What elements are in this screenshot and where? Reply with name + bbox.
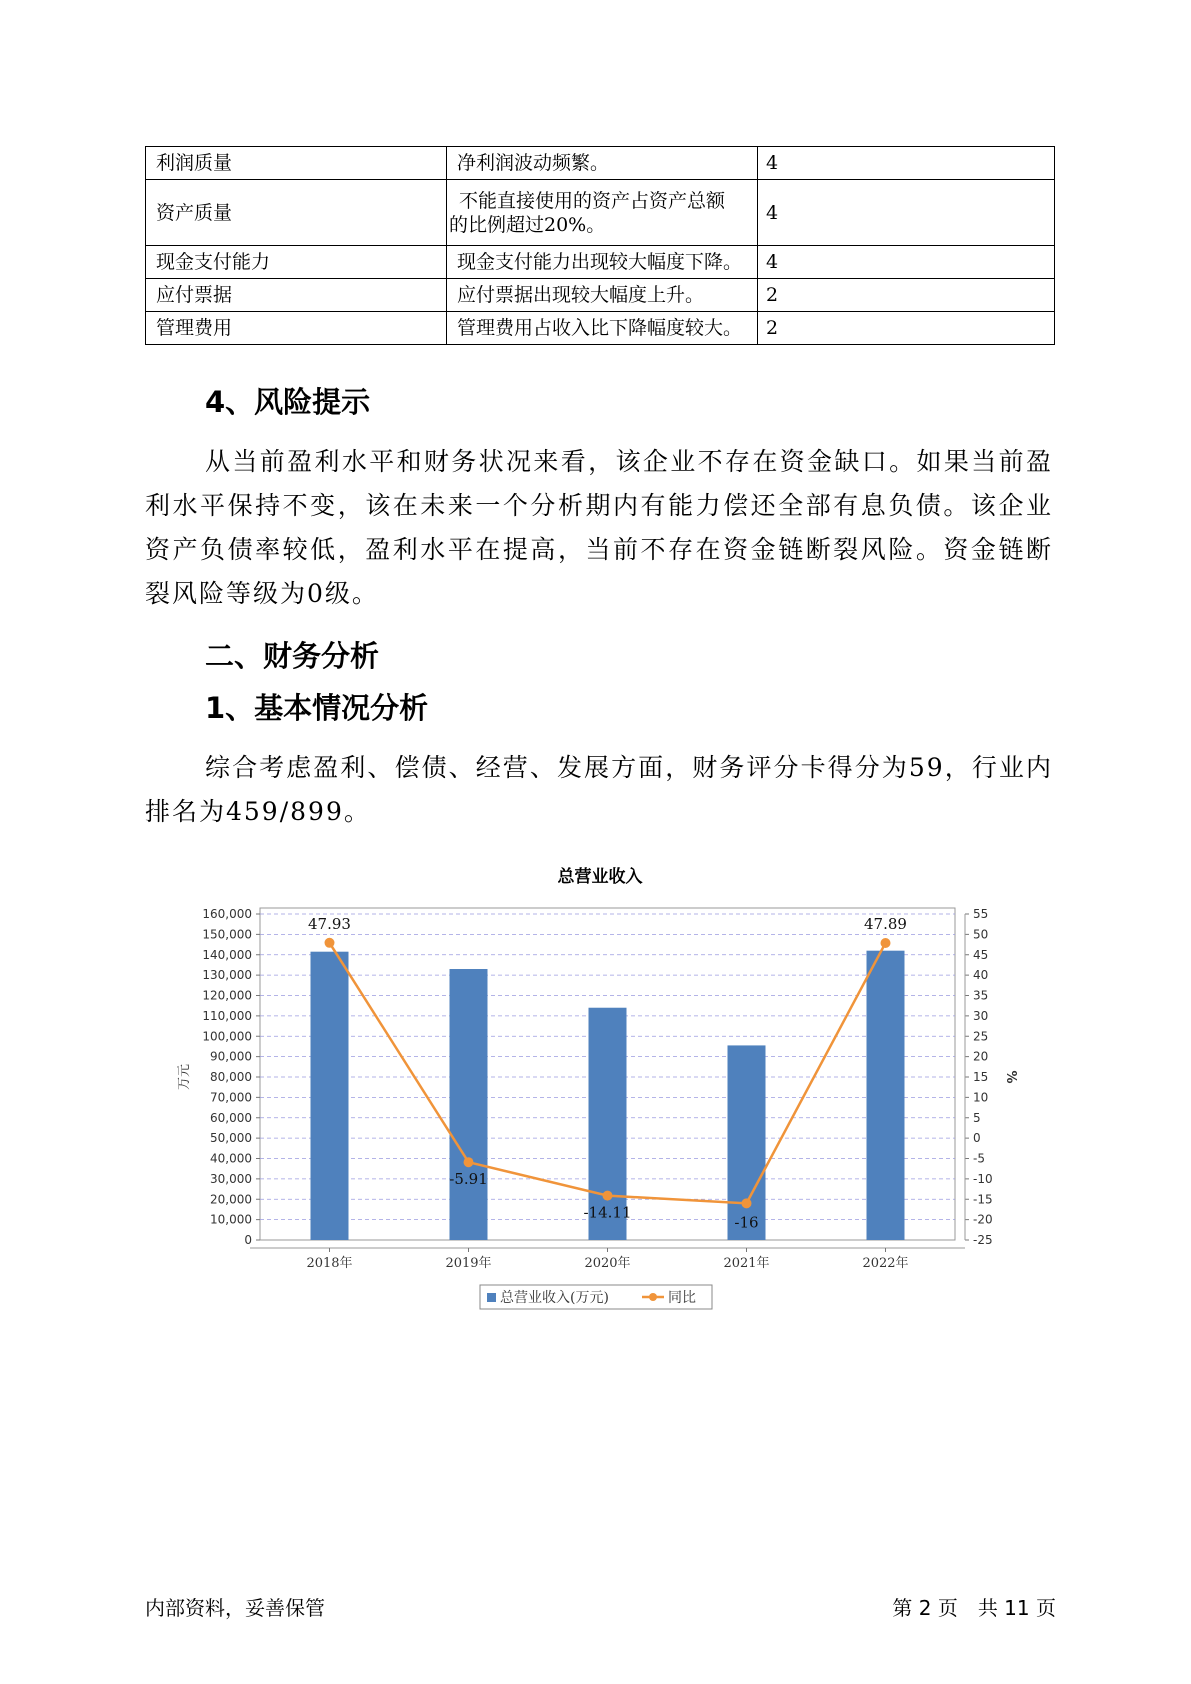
- y2-tick-label: 50: [973, 927, 989, 942]
- y-tick-label: 160,000: [202, 907, 252, 921]
- y-axis-label: 万元: [177, 1063, 192, 1091]
- y2-tick-label: -15: [973, 1192, 993, 1207]
- yoy-point: [464, 1157, 474, 1167]
- footer-confidential: 内部资料，妥善保管: [145, 1596, 325, 1620]
- y-tick-label: 80,000: [210, 1070, 252, 1084]
- chart-title: 总营业收入: [557, 867, 643, 887]
- y2-tick-label: 35: [973, 988, 989, 1003]
- finance-paragraph: 综合考虑盈利、偿债、经营、发展方面，财务评分卡得分为59，行业内排名为459/899。: [145, 753, 1053, 826]
- x-tick-label: 2022年: [862, 1256, 909, 1271]
- y2-tick-label: 30: [973, 1008, 989, 1023]
- y2-tick-label: -20: [973, 1212, 993, 1227]
- yoy-data-label: 47.93: [308, 914, 351, 933]
- y2-tick-label: 40: [973, 968, 989, 983]
- y-tick-label: 30,000: [210, 1171, 252, 1186]
- y2-axis-label: %: [1003, 1070, 1018, 1084]
- table-row: [146, 312, 1055, 345]
- table-cell-item: 现金支付能力: [146, 246, 447, 279]
- table-cell-score: 2: [758, 279, 1055, 312]
- y-tick-label: 20,000: [210, 1192, 252, 1207]
- finance-heading: 二、财务分析: [205, 639, 380, 673]
- y2-tick-label: -5: [973, 1151, 985, 1166]
- legend-bar-label: 总营业收入(万元): [500, 1290, 609, 1306]
- legend-line-label: 同比: [668, 1290, 696, 1306]
- risk-paragraph: 从当前盈利水平和财务状况来看，该企业不存在资金缺口。如果当前盈利水平保持不变，该在未来一个分析期内有能力偿还全部有息负债。该企业资产负债率较低，盈利水平在提高，当前不存在资金链断裂风险。资金链断裂风险等级为0级。: [145, 447, 1053, 608]
- table-cell-desc-line2: 的比例超过20%。: [449, 213, 606, 236]
- table-row: [146, 180, 1055, 246]
- y2-tick-label: 5: [973, 1110, 981, 1125]
- table-cell-score: 4: [758, 180, 1055, 246]
- table-row: [146, 147, 1055, 180]
- legend-bar-swatch: [487, 1293, 496, 1302]
- y-tick-label: 50,000: [210, 1131, 252, 1146]
- y2-tick-label: 0: [973, 1131, 981, 1146]
- y-tick-label: 140,000: [202, 947, 252, 962]
- y2-tick-label: 25: [973, 1029, 989, 1044]
- revenue-bar: [450, 969, 488, 1240]
- table-cell-desc: 管理费用占收入比下降幅度较大。: [447, 312, 758, 345]
- y-tick-label: 40,000: [210, 1151, 252, 1166]
- y-tick-label: 90,000: [210, 1049, 252, 1064]
- y-tick-label: 100,000: [202, 1029, 252, 1044]
- y2-tick-label: 55: [973, 907, 989, 921]
- y-tick-label: 130,000: [202, 968, 252, 983]
- footer-page-number: 第 2 页 共 11 页: [892, 1596, 1056, 1620]
- x-tick-label: 2021年: [723, 1256, 770, 1271]
- table-cell-item: 管理费用: [146, 312, 447, 345]
- table-cell-desc: 现金支付能力出现较大幅度下降。: [447, 246, 758, 279]
- table-cell-desc: 净利润波动频繁。: [447, 147, 758, 180]
- table-row: [146, 246, 1055, 279]
- y2-tick-label: 20: [973, 1049, 989, 1064]
- table-cell-item: 利润质量: [146, 147, 447, 180]
- y-tick-label: 60,000: [210, 1110, 252, 1125]
- y-tick-label: 150,000: [202, 927, 252, 942]
- table-cell-score: 4: [758, 147, 1055, 180]
- y-tick-label: 70,000: [210, 1090, 252, 1105]
- yoy-data-label: 47.89: [864, 914, 907, 933]
- table-cell-desc-line1: 不能直接使用的资产占资产总额: [459, 189, 726, 212]
- table-cell-desc: 应付票据出现较大幅度上升。: [447, 279, 758, 312]
- yoy-data-label: -16: [734, 1213, 759, 1232]
- yoy-point: [325, 938, 335, 948]
- risk-indicator-table: [145, 146, 1055, 345]
- x-tick-label: 2018年: [306, 1256, 353, 1271]
- revenue-chart: [170, 860, 1030, 1320]
- x-tick-label: 2020年: [584, 1256, 631, 1271]
- yoy-point: [881, 938, 891, 948]
- yoy-data-label: -5.91: [449, 1170, 488, 1189]
- x-tick-label: 2019年: [445, 1256, 492, 1271]
- yoy-point: [603, 1191, 613, 1201]
- table-cell-item: 应付票据: [146, 279, 447, 312]
- risk-heading: 4、风险提示: [205, 385, 371, 419]
- table-cell-item: 资产质量: [146, 180, 447, 246]
- y2-tick-label: 45: [973, 947, 989, 962]
- basic-analysis-heading: 1、基本情况分析: [205, 691, 429, 725]
- table-cell-score: 4: [758, 246, 1055, 279]
- y-tick-label: 110,000: [202, 1008, 252, 1023]
- revenue-bar: [867, 951, 905, 1240]
- y-tick-label: 120,000: [202, 988, 252, 1003]
- revenue-bar: [311, 952, 349, 1240]
- y2-tick-label: -25: [973, 1233, 993, 1247]
- yoy-point: [742, 1198, 752, 1208]
- table-cell-desc: [447, 180, 758, 246]
- y-tick-label: 10,000: [210, 1212, 252, 1227]
- y2-tick-label: 15: [973, 1070, 989, 1084]
- y-tick-label: 0: [244, 1233, 252, 1247]
- legend-line-marker: [649, 1293, 657, 1301]
- table-cell-score: 2: [758, 312, 1055, 345]
- y2-tick-label: 10: [973, 1090, 989, 1105]
- yoy-data-label: -14.11: [583, 1203, 632, 1222]
- y2-tick-label: -10: [973, 1171, 993, 1186]
- table-row: [146, 279, 1055, 312]
- revenue-bar: [728, 1045, 766, 1240]
